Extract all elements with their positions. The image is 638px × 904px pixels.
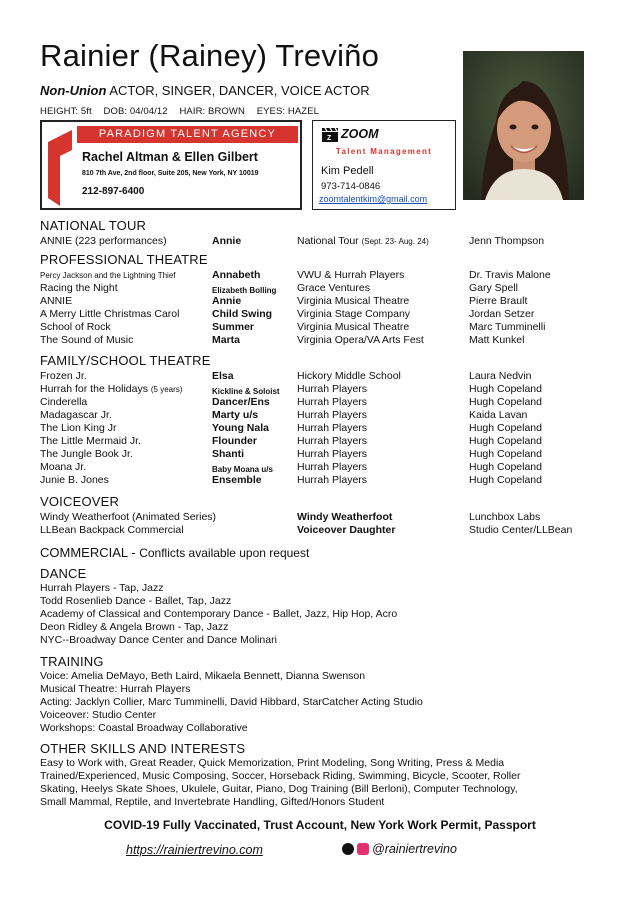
venue: Grace Ventures — [297, 282, 370, 294]
show-title: ANNIE (223 performances) — [40, 235, 167, 247]
manager-email-link[interactable]: zoomtalentkim@gmail.com — [319, 194, 428, 204]
show-title: The Jungle Book Jr. — [40, 448, 133, 460]
physical-stats — [40, 106, 328, 117]
credit-row — [40, 511, 600, 524]
show-note: (5 years) — [150, 385, 183, 394]
zoom-tagline: Talent Management — [335, 147, 433, 156]
role: Child Swing — [212, 308, 273, 320]
instagram-icon — [357, 843, 369, 855]
venue: Virginia Musical Theatre — [297, 295, 410, 307]
venue: Virginia Opera/VA Arts Fest — [297, 334, 424, 346]
show-title: Junie B. Jones — [40, 474, 109, 486]
venue: Hurrah Players — [297, 474, 368, 486]
show-title: Frozen Jr. — [40, 370, 87, 382]
clapperboard-icon — [321, 127, 339, 143]
show-title: Cinderella — [40, 396, 88, 408]
role: Annie — [212, 295, 242, 307]
director: Hugh Copeland — [469, 448, 542, 460]
role: Summer — [212, 321, 255, 333]
show-title: ANNIE — [40, 295, 73, 307]
paradigm-logo-icon — [46, 128, 76, 208]
credit-row — [40, 383, 600, 396]
skills-line: Easy to Work with, Great Reader, Quick Memorization, Print Modeling, Song Writing, Press & Media — [40, 757, 505, 769]
venue — [297, 235, 429, 248]
role: Young Nala — [212, 422, 269, 434]
project-title: LLBean Backpack Commercial — [40, 524, 184, 536]
role: Annabeth — [212, 269, 261, 281]
director: Dr. Travis Malone — [469, 269, 551, 281]
list-item: Workshops: Coastal Broadway Collaborative — [40, 722, 248, 734]
director: Pierre Brault — [469, 295, 528, 307]
credit-row — [40, 282, 600, 295]
show-name: Hurrah for the Holidays — [40, 383, 151, 395]
role: Shanti — [212, 448, 245, 460]
director: Hugh Copeland — [469, 396, 542, 408]
credit-row — [40, 235, 600, 248]
training-list — [40, 670, 600, 735]
show-title: The Lion King Jr — [40, 422, 117, 434]
role: Dancer/Ens — [212, 396, 270, 408]
credit-row — [40, 295, 600, 308]
section-training: TRAINING — [40, 654, 104, 669]
section-commercial — [40, 545, 309, 560]
manager-phone: 973-714-0846 — [321, 181, 381, 192]
show-title — [40, 383, 182, 396]
venue: VWU & Hurrah Players — [297, 269, 405, 281]
credit-row — [40, 448, 600, 461]
venue: Virginia Musical Theatre — [297, 321, 410, 333]
status-line: COVID-19 Fully Vaccinated, Trust Account, New York Work Permit, Passport — [104, 818, 536, 832]
stat-height: HEIGHT: 5ft — [40, 106, 92, 117]
venue: Hurrah Players — [297, 448, 368, 460]
list-item: NYC--Broadway Dance Center and Dance Molinari — [40, 634, 277, 646]
role: Voiceover Daughter — [297, 524, 396, 536]
director: Hugh Copeland — [469, 474, 542, 486]
svg-text:Z: Z — [327, 135, 332, 142]
venue: Hurrah Players — [297, 422, 368, 434]
social-handle[interactable] — [342, 842, 457, 856]
section-voiceover: VOICEOVER — [40, 494, 120, 509]
skills-line: Trained/Experienced, Music Composing, Soccer, Horseback Riding, Swimming, Bicycle, Scooter, Roller — [40, 770, 521, 782]
credit-row — [40, 461, 600, 474]
agency-address: 810 7th Ave, 2nd floor, Suite 205, New York, NY 10019 — [82, 170, 259, 177]
credit-row — [40, 308, 600, 321]
section-professional-theatre: PROFESSIONAL THEATRE — [40, 252, 208, 267]
list-item: Voice: Amelia DeMayo, Beth Laird, Mikaela Bennett, Dianna Swenson — [40, 670, 366, 682]
agent-names: Rachel Altman & Ellen Gilbert — [82, 150, 258, 164]
director: Kaida Lavan — [469, 409, 528, 421]
show-title: Percy Jackson and the Lightning Thief — [40, 271, 176, 280]
company: Studio Center/LLBean — [469, 524, 573, 536]
list-item: Deon Ridley & Angela Brown - Tap, Jazz — [40, 621, 229, 633]
director: Laura Nedvin — [469, 370, 532, 382]
credit-row — [40, 524, 600, 537]
show-title: A Merry Little Christmas Carol — [40, 308, 180, 320]
list-item: Academy of Classical and Contemporary Dance - Ballet, Jazz, Hip Hop, Acro — [40, 608, 398, 620]
list-item: Musical Theatre: Hurrah Players — [40, 683, 191, 695]
tiktok-icon — [342, 843, 354, 855]
credit-row — [40, 370, 600, 383]
venue: Hurrah Players — [297, 409, 368, 421]
show-title: Racing the Night — [40, 282, 118, 294]
role: Annie — [212, 235, 242, 247]
role: Elsa — [212, 370, 234, 382]
credit-row — [40, 422, 600, 435]
role: Baby Moana u/s — [212, 465, 273, 474]
venue-name: National Tour — [297, 235, 362, 247]
section-family-school-theatre: FAMILY/SCHOOL THEATRE — [40, 353, 211, 368]
resume-name: Rainier (Rainey) Treviño — [40, 38, 380, 73]
skills-line: Small Mammal, Reptile, and Invertebrate Handling, Gifted/Honors Student — [40, 796, 385, 808]
director: Hugh Copeland — [469, 461, 542, 473]
credit-row — [40, 396, 600, 409]
role: Flounder — [212, 435, 257, 447]
skills-line: Skating, Heelys Skate Shoes, Ukulele, Guitar, Piano, Dog Training (Bill Berloni), Computer Technology, — [40, 783, 518, 795]
director: Hugh Copeland — [469, 383, 542, 395]
agency-phone: 212-897-6400 — [82, 186, 145, 197]
venue: Hurrah Players — [297, 383, 368, 395]
headshot-photo — [463, 51, 584, 200]
role: Kickline & Soloist — [212, 387, 280, 396]
venue: Hurrah Players — [297, 396, 368, 408]
show-title: The Little Mermaid Jr. — [40, 435, 141, 447]
director: Hugh Copeland — [469, 435, 542, 447]
show-title: Moana Jr. — [40, 461, 87, 473]
venue: Hurrah Players — [297, 435, 368, 447]
director: Hugh Copeland — [469, 422, 542, 434]
union-status: Non-Union — [40, 83, 107, 98]
role: Elizabeth Bolling — [212, 286, 277, 295]
credit-row — [40, 269, 600, 282]
credit-row — [40, 435, 600, 448]
list-item: Acting: Jacklyn Collier, Marc Tumminelli, David Hibbard, StarCatcher Acting Studio — [40, 696, 423, 708]
venue-dates: (Sept. 23- Aug. 24) — [361, 237, 429, 246]
dance-list — [40, 582, 600, 647]
agency-card-paradigm — [40, 120, 302, 210]
resume-subtitle — [40, 83, 370, 98]
commercial-note: Conflicts available upon request — [139, 546, 310, 560]
agency-card-zoom — [312, 120, 456, 210]
website-link[interactable]: https://rainiertrevino.com — [126, 843, 263, 857]
venue: Hurrah Players — [297, 461, 368, 473]
show-title: Madagascar Jr. — [40, 409, 112, 421]
list-item: Hurrah Players - Tap, Jazz — [40, 582, 164, 594]
credit-row — [40, 321, 600, 334]
show-title: School of Rock — [40, 321, 111, 333]
manager-name: Kim Pedell — [321, 165, 374, 177]
director: Gary Spell — [469, 282, 519, 294]
venue: Hickory Middle School — [297, 370, 401, 382]
list-item: Todd Rosenlieb Dance - Ballet, Tap, Jazz — [40, 595, 232, 607]
company: Lunchbox Labs — [469, 511, 541, 523]
project-title: Windy Weatherfoot (Animated Series) — [40, 511, 217, 523]
section-national-tour: NATIONAL TOUR — [40, 218, 147, 233]
social-handle-text: @rainiertrevino — [372, 842, 457, 856]
commercial-heading: COMMERCIAL - — [40, 545, 140, 560]
credit-row — [40, 334, 600, 347]
credit-row — [40, 409, 600, 422]
stat-dob: DOB: 04/04/12 — [103, 106, 168, 117]
stat-eyes: EYES: HAZEL — [256, 106, 320, 117]
zoom-logo: ZOOM — [341, 127, 379, 141]
section-dance: DANCE — [40, 566, 87, 581]
agency-name: PARADIGM TALENT AGENCY — [77, 126, 298, 143]
stat-hair: HAIR: BROWN — [179, 106, 245, 117]
show-title: The Sound of Music — [40, 334, 134, 346]
director: Marc Tumminelli — [469, 321, 546, 333]
credit-row — [40, 474, 600, 487]
list-item: Voiceover: Studio Center — [40, 709, 157, 721]
skills-text — [40, 757, 600, 809]
role: Marty u/s — [212, 409, 259, 421]
role: Ensemble — [212, 474, 262, 486]
section-skills: OTHER SKILLS AND INTERESTS — [40, 741, 246, 756]
performer-roles: ACTOR, SINGER, DANCER, VOICE ACTOR — [106, 83, 370, 98]
director: Matt Kunkel — [469, 334, 525, 346]
role: Marta — [212, 334, 241, 346]
director: Jordan Setzer — [469, 308, 535, 320]
director: Jenn Thompson — [469, 235, 545, 247]
venue: Virginia Stage Company — [297, 308, 411, 320]
role: Windy Weatherfoot — [297, 511, 393, 523]
